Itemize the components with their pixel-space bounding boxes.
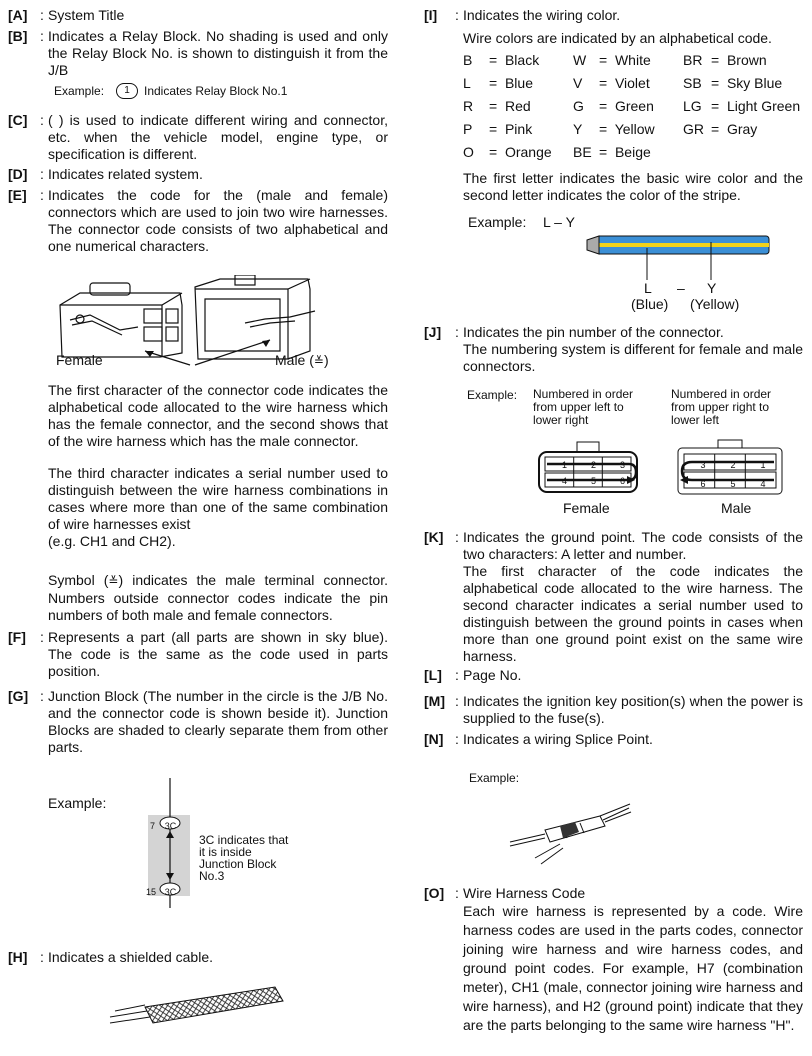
note-line: Numbered in order [671,387,772,401]
female-numbering-note [533,388,633,427]
colon: : [455,7,459,23]
connector-code-para-2: The third character indicates a serial number used to distinguish between the wire harness combinations in cases where more than one of the same combination of wire harnesses exist [48,465,388,532]
wire-color-name: = Pink [489,121,533,137]
item-text-m: Indicates the ignition key position(s) when the power is supplied to the fuse(s). [463,693,803,726]
wire-color-code: O [463,144,474,160]
item-label-j: [J] [424,324,442,340]
splice-example-label: Example: [469,771,520,785]
pin-number: 4 [760,479,766,489]
connector-code-para-1: The first character of the connector code indicates the alphabetical code allocated to the wire harness which has the female connector, and the second shows that of the wire harness which has the male connector. [48,382,388,449]
colon: : [40,28,44,44]
item-label-c: [C] [8,112,28,128]
jb-bottom-pin: 15 [146,887,157,897]
relay-example-prefix: Example: [54,84,105,98]
wire-color-name: = Light Green [711,98,801,114]
pin-number: 2 [730,460,736,470]
pin-number: 3 [700,460,706,470]
jb-example-label: Example: [48,795,107,811]
wire-color-row [463,52,811,75]
wire-color-name: = Red [489,98,531,114]
wire-color-code: G [573,98,584,114]
pin-number: 3 [619,460,625,470]
male-connector-caption: Male [721,500,752,516]
note-line: lower right [533,413,589,427]
wire-color-code: B [463,52,473,68]
note-line: lower left [671,413,720,427]
wire-color-name: = Yellow [599,121,655,137]
wire-color-row [463,98,811,121]
item-label-e: [E] [8,187,27,203]
item-text-c: ( ) is used to indicate different wiring and connector, etc. when the vehicle model, engine type, or specification is different. [48,112,388,162]
item-text-j-2: The numbering system is different for female and male connectors. [463,341,803,374]
wire-color-code: R [463,98,474,114]
male-connector-body [195,279,310,359]
item-text-k-2: The first character of the code indicates the alphabetical code allocated to the wire harness. The second character indicates a serial number used to distinguish between the ground points in cases when more than one ground point exist on the same wire harness. [463,563,803,664]
wire-example-code: L – Y [543,214,575,230]
wire-stripe-name: (Yellow) [690,296,740,312]
colon: : [40,112,44,128]
wire-color-code: BR [683,52,703,68]
wire-base-name: (Blue) [631,296,669,312]
wire-color-code: P [463,121,473,137]
pin-number: 1 [760,460,766,470]
wire-color-name: = Gray [711,121,758,137]
wire-base-code: L [644,280,652,296]
relay-block-number-badge: 1 [116,83,138,99]
item-label-d: [D] [8,166,28,182]
item-text-n: Indicates a wiring Splice Point. [463,731,653,747]
wire-color-name: = Sky Blue [711,75,783,91]
wire-color-code: V [573,75,583,91]
jb-top-code: 3C [164,821,177,831]
item-label-m: [M] [424,693,445,709]
male-label-text: Male ( [275,352,314,368]
item-label-h: [H] [8,949,28,965]
female-connector-label: Female [56,352,103,368]
note-line: from upper left to [533,400,624,414]
wire-color-name: = Violet [599,75,650,91]
item-text-a: System Title [48,7,125,23]
pin-number: 1 [561,460,567,470]
wire-color-name: = Black [489,52,540,68]
wire-color-row [463,121,811,144]
shielded-cable-icon [105,985,285,1030]
wire-color-code: Y [573,121,583,137]
pin-number: 2 [590,460,596,470]
relay-example-text: Indicates Relay Block No.1 [144,84,288,98]
item-label-n: [N] [424,731,444,747]
wire-example-label: Example: [468,214,527,230]
colon: : [455,693,459,709]
wire-color-code: W [573,52,587,68]
colon: : [455,885,459,901]
wire-color-intro: Wire colors are indicated by an alphabetical code. [463,30,772,46]
item-text-e: Indicates the code for the (male and female) connectors which are used to join two wire harnesses. The connector code consists of two alphabetical and one numerical characters. [48,187,388,254]
item-text-d: Indicates related system. [48,166,203,182]
item-label-k: [K] [424,529,444,545]
symbol-text-a: Symbol ( [48,572,109,588]
item-label-b: [B] [8,28,28,44]
colon: : [40,688,44,704]
note-line: from upper right to [671,400,770,414]
colon: : [455,667,459,683]
item-label-a: [A] [8,7,28,23]
wire-color-name: = Brown [711,52,767,68]
item-text-b: Indicates a Relay Block. No shading is used and only the Relay Block No. is shown to distinguish it from the J/B [48,28,388,78]
connector-code-para-2b: (e.g. CH1 and CH2). [48,533,176,549]
symbol-paragraph [48,572,388,624]
wire-color-name: = Orange [489,144,552,160]
colon: : [40,166,44,182]
item-text-g: Junction Block (The number in the circle is the J/B No. and the connector code is shown beside it). Junction Blocks are shaded to clearly separate them from other parts. [48,688,388,755]
wire-color-name: = White [599,52,651,68]
wire-code-dash: – [677,280,685,296]
colon: : [455,324,459,340]
item-text-f: Represents a part (all parts are shown in sky blue). The code is the same as the code used in parts position. [48,629,388,679]
jb-note [199,834,288,882]
wire-color-code: BE [573,144,592,160]
item-text-o: Wire Harness Code [463,885,586,901]
splice-point-icon [505,798,635,873]
male-label-close: ) [323,352,329,368]
wire-color-code: L [463,75,471,91]
wire-color-table [463,52,811,167]
male-terminal-symbol-icon: ≚ [313,354,324,368]
item-label-g: [G] [8,688,29,704]
item-text-l: Page No. [463,667,522,683]
colon: : [40,7,44,23]
wire-stripe-code: Y [707,280,717,296]
pin-number: 4 [561,476,567,486]
wire-color-name [711,144,811,167]
pin-number: 5 [730,479,736,489]
male-connector-label [275,352,329,370]
symbol-text-b: ) indicates the male terminal connector. Numbers outside connector codes indicate the pin numbers of both male and female connectors. [48,572,388,623]
female-connector-body [60,293,182,357]
jb-note-line: 3C indicates that [199,833,289,847]
jb-top-pin: 7 [150,821,156,831]
colon: : [455,731,459,747]
colon: : [455,529,459,545]
wire-color-code: LG [683,98,702,114]
wire-color-name: = Beige [599,144,651,160]
item-text-k: Indicates the ground point. The code consists of the two characters: A letter and number. [463,529,803,562]
male-terminal-symbol-icon: ≚ [108,574,119,588]
item-label-i: [I] [424,7,438,23]
wire-color-name: = Blue [489,75,533,91]
wire-color-row [463,144,811,167]
item-label-l: [L] [424,667,442,683]
jb-bottom-code: 3C [164,887,177,897]
item-text-i: Indicates the wiring color. [463,7,621,23]
wire-color-explanation: The first letter indicates the basic wire color and the second letter indicates the color of the stripe. [463,170,803,203]
note-line: Numbered in order [533,387,634,401]
item-label-f: [F] [8,629,26,645]
wire-color-name: = Green [599,98,654,114]
item-text-j: Indicates the pin number of the connector. [463,324,724,340]
jb-note-line: No.3 [199,869,225,883]
pin-number: 6 [619,476,625,486]
wire-color-code [683,144,711,167]
jb-note-line: it is inside [199,845,252,859]
wire-color-row [463,75,811,98]
pin-number: 6 [700,479,706,489]
item-label-o: [O] [424,885,445,901]
colon: : [40,629,44,645]
colon: : [40,187,44,203]
wire-color-code: GR [683,121,704,137]
pin-example-label: Example: [467,388,518,402]
pin-number: 5 [590,476,596,486]
wire-color-code: SB [683,75,702,91]
jb-note-line: Junction Block [199,857,277,871]
colon: : [40,949,44,965]
item-text-o-2: Each wire harness is represented by a code. Wire harness codes are used in the parts codes, connector joining wire harness and wire harness codes, and ground point codes. For example, H7 (combination meter), CH1 (male, connector joining wire harness and wire harness), and H2 (ground point) indicate that they are the parts belonging to the same wire harness "H". [463,903,803,1033]
item-text-h: Indicates a shielded cable. [48,949,213,965]
female-connector-caption: Female [563,500,610,516]
male-numbering-note [671,388,771,427]
